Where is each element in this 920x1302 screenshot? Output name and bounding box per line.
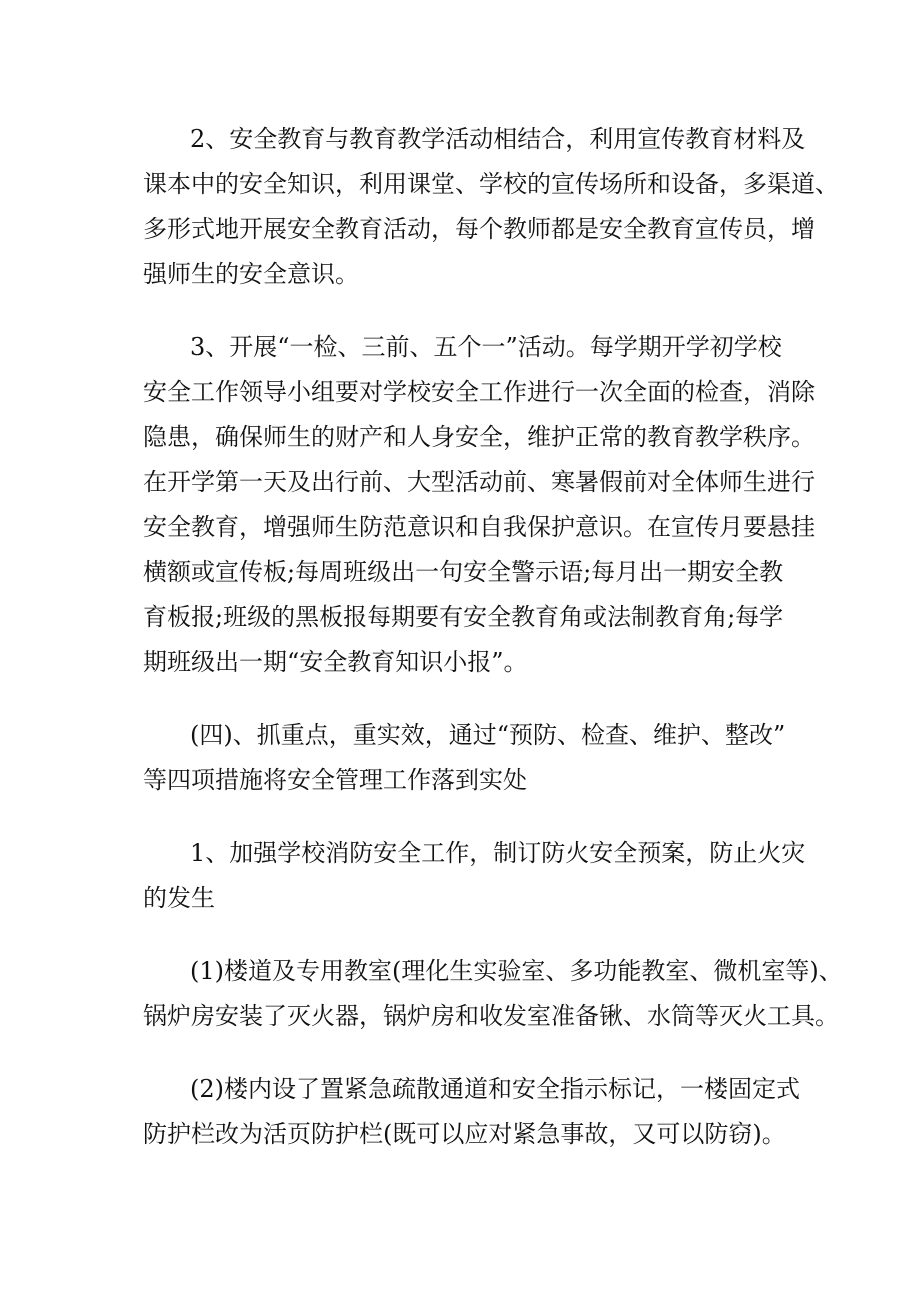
- section-heading-four: [143, 713, 803, 803]
- paragraph-item-2: [143, 117, 839, 297]
- text-line: (1)楼道及专用教室(理化生实验室、多功能教室、微机室等)、: [190, 957, 843, 985]
- text-line: 在开学第一天及出行前、大型活动前、寒暑假前对全体师生进行: [143, 468, 815, 496]
- text-line: 3、开展“一检、三前、五个一”活动。每学期开学初学校: [190, 333, 782, 361]
- paragraph-item-3: [143, 325, 815, 685]
- text-line: (四)、抓重点，重实效，通过“预防、检查、维护、整改”: [190, 721, 786, 749]
- text-line: 防护栏改为活页防护栏(既可以应对紧急事故，又可以防窃)。: [143, 1120, 786, 1148]
- text-line: 期班级出一期“安全教育知识小报”。: [143, 648, 528, 676]
- text-line: 隐患，确保师生的财产和人身安全，维护正常的教育教学秩序。: [143, 423, 815, 451]
- text-line: 课本中的安全知识，利用课堂、学校的宣传场所和设备，多渠道、: [143, 170, 839, 198]
- text-line: 2、安全教育与教育教学活动相结合，利用宣传教育材料及: [190, 125, 806, 153]
- text-line: 多形式地开展安全教育活动，每个教师都是安全教育宣传员，增: [143, 215, 815, 243]
- text-line: 的发生: [143, 884, 215, 912]
- text-line: 横额或宣传板;每周班级出一句安全警示语;每月出一期安全教: [143, 558, 784, 586]
- text-line: 等四项措施将安全管理工作落到实处: [143, 766, 527, 794]
- text-line: (2)楼内设了置紧急疏散通道和安全指示标记，一楼固定式: [190, 1075, 800, 1103]
- document-body: [143, 117, 843, 1185]
- text-line: 安全教育，增强师生防范意识和自我保护意识。在宣传月要悬挂: [143, 513, 815, 541]
- text-line: 育板报;班级的黑板报每期要有安全教育角或法制教育角;每学: [143, 603, 784, 631]
- paragraph-item-1: [143, 831, 806, 921]
- paragraph-subitem-2: [143, 1067, 803, 1157]
- paragraph-subitem-1: [143, 949, 843, 1039]
- text-line: 锅炉房安装了灭火器，锅炉房和收发室准备锹、水筒等灭火工具。: [143, 1002, 839, 1030]
- text-line: 强师生的安全意识。: [143, 260, 359, 288]
- text-line: 安全工作领导小组要对学校安全工作进行一次全面的检查，消除: [143, 378, 815, 406]
- text-line: 1、加强学校消防安全工作，制订防火安全预案，防止火灾: [190, 839, 806, 867]
